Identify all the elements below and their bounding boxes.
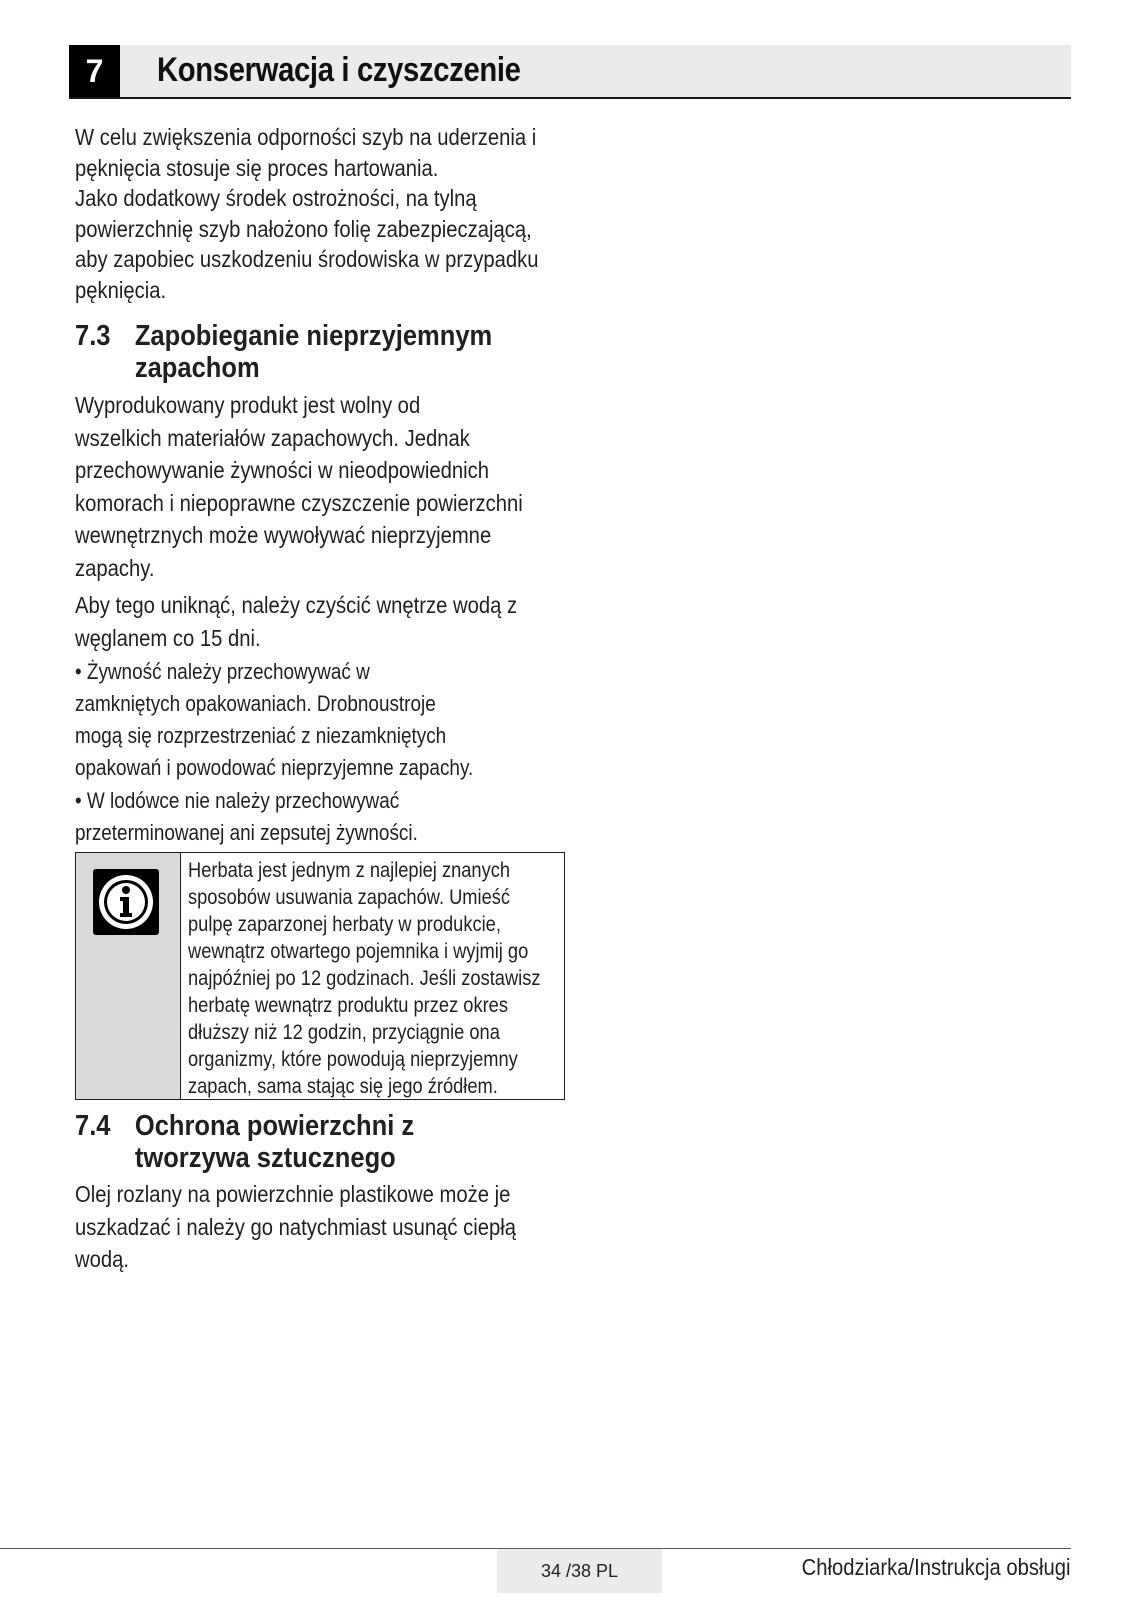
text-line: węglanem co 15 dni. [75,624,261,651]
info-line: herbatę wewnątrz produktu przez okres [188,993,508,1017]
section-number: 7.4 [75,1110,111,1142]
intro-line: Jako dodatkowy środek ostrożności, na tylną [75,185,477,211]
info-line: najpóźniej po 12 godzinach. Jeśli zostawisz [188,966,541,990]
page-number: 34 /38 PL [497,1549,662,1593]
bullet-item [75,656,575,784]
info-line: zapach, sama stając się jego źródłem. [188,1074,498,1098]
chapter-header [69,45,1071,99]
chapter-number: 7 [69,45,120,97]
section-7-4-heading [75,1110,575,1174]
bullet-item [75,785,575,849]
info-line: organizmy, które powodują nieprzyjemny [188,1047,518,1071]
info-line: dłuższy niż 12 godzin, przyciągnie ona [188,1020,500,1044]
section-number: 7.3 [75,320,111,352]
info-icon [93,869,159,935]
bullet-line: opakowań i powodować nieprzyjemne zapachy. [75,755,474,780]
section-title-line: Ochrona powierzchni z [134,1110,415,1142]
text-line: komorach i niepoprawne czyszczenie powierzchni [75,489,523,516]
section-title-line: zapachom [134,352,260,384]
info-note-box [75,852,565,1100]
bullet-line: • Żywność należy przechowywać w [75,659,370,684]
section-title-line: Zapobieganie nieprzyjemnym [134,320,493,352]
info-note-text [188,857,554,1100]
intro-line: pęknięcia. [75,276,167,303]
chapter-title: Konserwacja i czyszczenie [157,51,521,89]
text-line: Olej rozlany na powierzchnie plastikowe może je [75,1181,511,1207]
document-title: Chłodziarka/Instrukcja obsługi [802,1554,1071,1580]
section-7-3-paragraph-2 [75,589,575,654]
text-line: Aby tego uniknąć, należy czyścić wnętrze wodą z [75,592,518,618]
section-7-3-paragraph-1 [75,389,575,584]
text-line: wodą. [75,1246,130,1272]
intro-paragraph [75,122,575,305]
info-line: wewnątrz otwartego pojemnika i wyjmij go [188,939,529,963]
info-line: pulpę zaparzonej herbaty w produkcie, [188,912,501,936]
section-title-line: tworzywa sztucznego [134,1142,396,1174]
section-7-3-heading [75,320,575,384]
intro-line: aby zapobiec uszkodzeniu środowiska w przypadku [75,246,539,272]
intro-line: powierzchnię szyb nałożono folię zabezpieczającą, [75,215,532,242]
bullet-line: zamkniętych opakowaniach. Drobnoustroje [75,691,436,716]
section-7-4-paragraph [75,1178,575,1276]
intro-line: pęknięcia stosuje się proces hartowania. [75,154,439,181]
info-note-sidebar [76,853,181,1099]
text-line: zapachy. [75,554,155,581]
info-line: sposobów usuwania zapachów. Umieść [188,885,511,909]
text-line: przechowywanie żywności w nieodpowiednich [75,457,490,483]
text-line: wszelkich materiałów zapachowych. Jednak [75,424,470,451]
intro-line: W celu zwiększenia odporności szyb na uderzenia i [75,124,537,150]
info-line: Herbata jest jednym z najlepiej znanych [188,858,511,882]
text-line: uszkadzać i należy go natychmiast usunąć ciepłą [75,1213,517,1240]
bullet-line: przeterminowanej ani zepsutej żywności. [75,820,418,845]
text-line: Wyprodukowany produkt jest wolny od [75,392,421,418]
text-line: wewnętrznych może wywoływać nieprzyjemne [75,522,492,548]
bullet-line: mogą się rozprzestrzeniać z niezamkniętych [75,723,447,748]
bullet-line: • W lodówce nie należy przechowywać [75,788,400,813]
